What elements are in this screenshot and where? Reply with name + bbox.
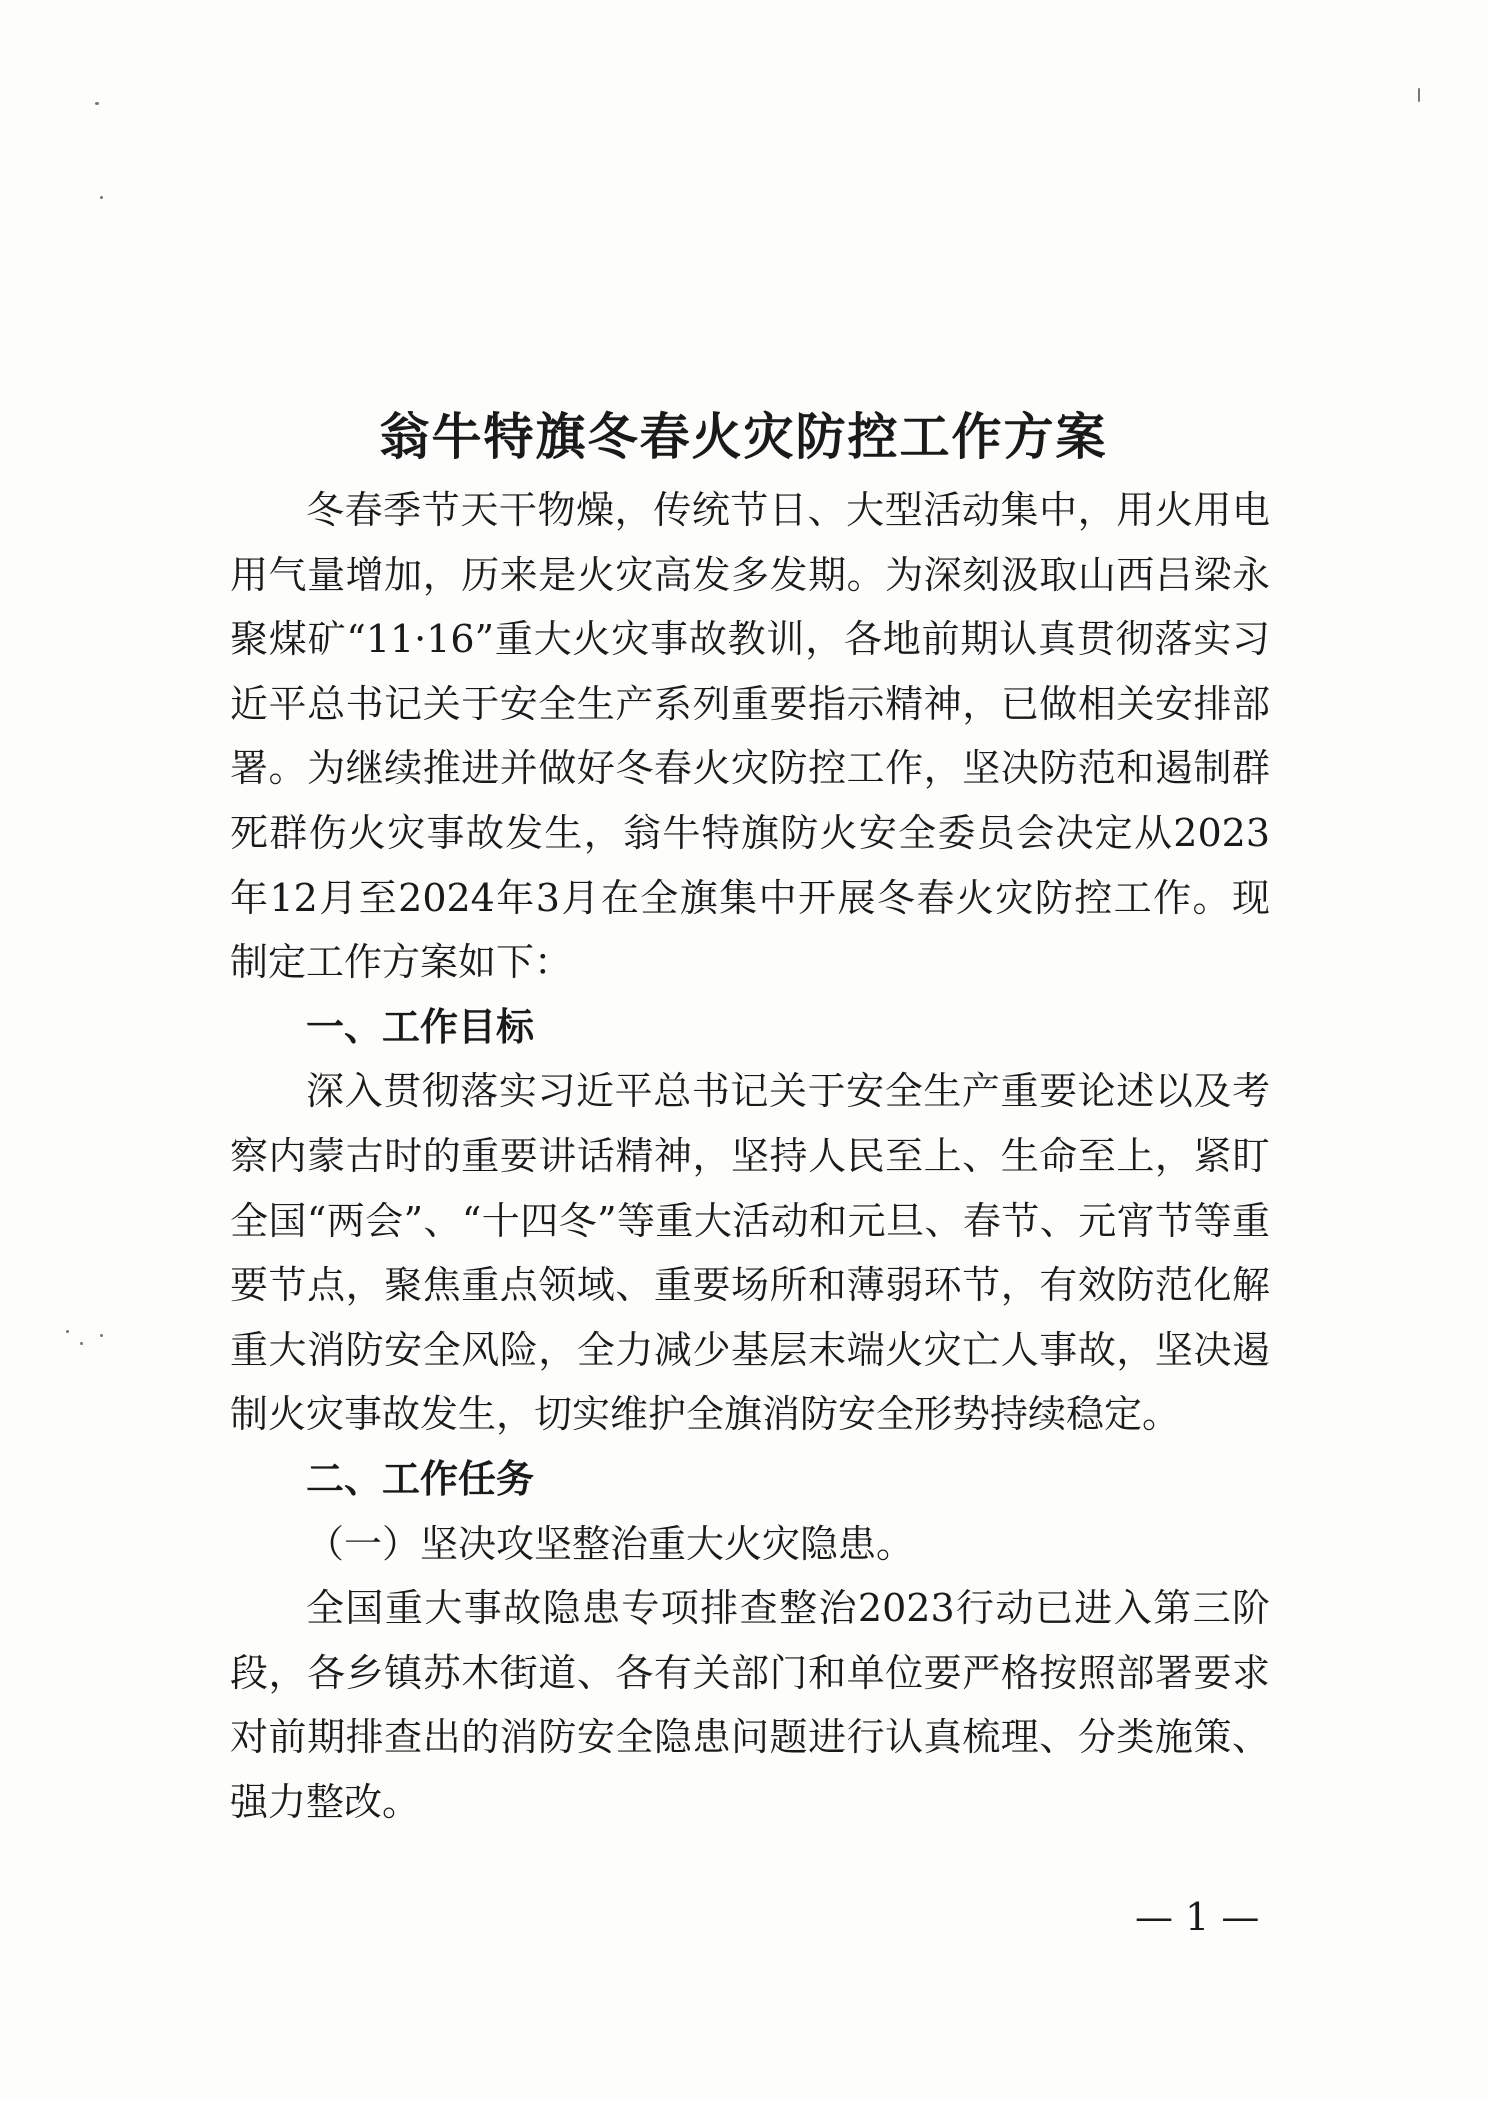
scan-speck <box>66 1330 69 1333</box>
document-body <box>230 478 1270 1834</box>
scan-speck <box>100 196 103 199</box>
scan-speck <box>100 1334 103 1337</box>
page-number: — 1 — <box>1135 1895 1260 1939</box>
section-1-heading: 一、工作目标 <box>306 1003 535 1049</box>
section-1-paragraph: 深入贯彻落实习近平总书记关于安全生产重要论述以及考察内蒙古时的重要讲话精神，坚持人民至上、生命至上，紧盯全国“两会”、“十四冬”等重大活动和元旦、春节、元宵节等重要节点，聚焦重点领域、重要场所和薄弱环节，有效防范化解重大消防安全风险，全力减少基层末端火灾亡人事故，坚决遏制火灾事故发生，切实维护全旗消防安全形势持续稳定。 <box>230 1069 1270 1437</box>
scan-speck <box>95 102 99 105</box>
intro-paragraph: 冬春季节天干物燥，传统节日、大型活动集中，用火用电用气量增加，历来是火灾高发多发期。为深刻汲取山西吕梁永聚煤矿“11·16”重大火灾事故教训，各地前期认真贯彻落实习近平总书记关于安全生产系列重要指示精神，已做相关安排部署。为继续推进并做好冬春火灾防控工作，坚决防范和遏制群死群伤火灾事故发生，翁牛特旗防火安全委员会决定从2023年12月至2024年3月在全旗集中开展冬春火灾防控工作。现制定工作方案如下： <box>230 488 1270 985</box>
scan-speck <box>1418 88 1420 102</box>
document-title: 翁牛特旗冬春火灾防控工作方案 <box>379 406 1108 466</box>
scan-speck <box>80 1342 83 1345</box>
section-2-subheading-1: （一）坚决攻坚整治重大火灾隐患。 <box>306 1521 915 1566</box>
section-2-paragraph: 全国重大事故隐患专项排查整治2023行动已进入第三阶段，各乡镇苏木街道、各有关部门和单位要严格按照部署要求对前期排查出的消防安全隐患问题进行认真梳理、分类施策、强力整改。 <box>230 1586 1270 1824</box>
section-2-heading: 二、工作任务 <box>306 1455 535 1501</box>
